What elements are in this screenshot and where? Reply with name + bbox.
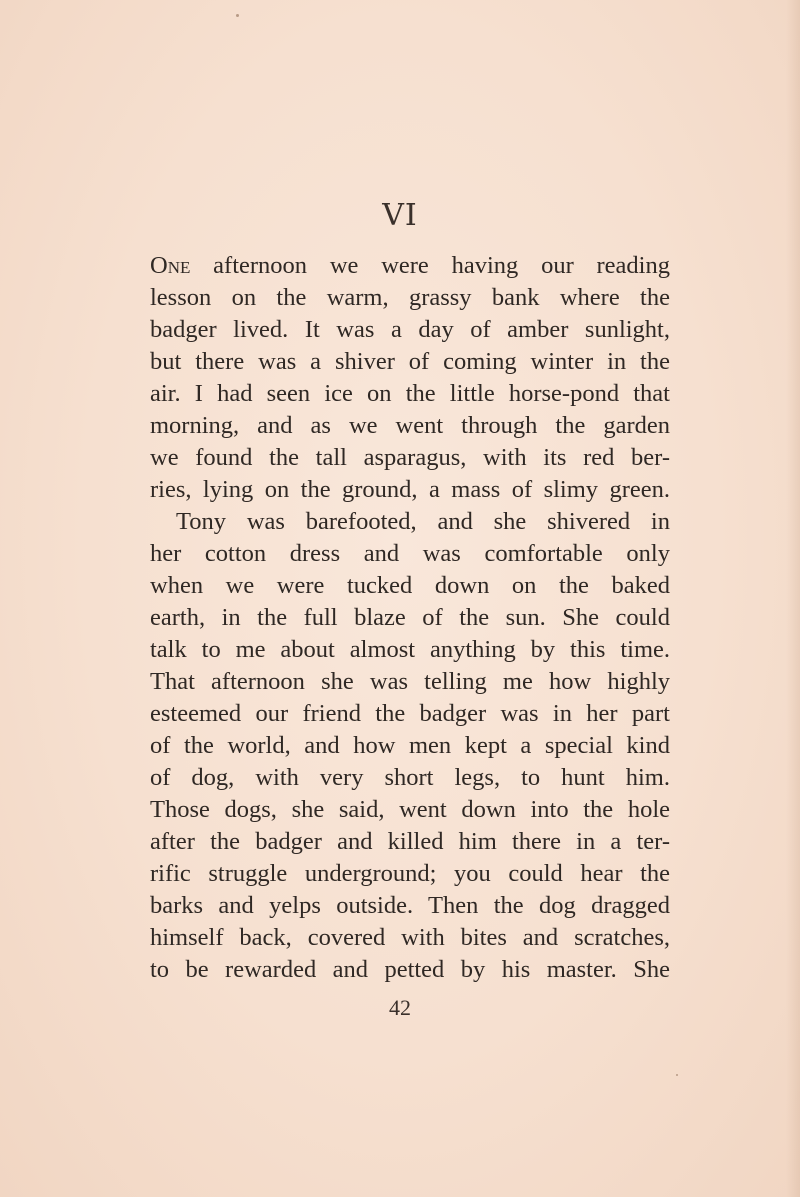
text-line: lesson on the warm, grassy bank where the	[150, 284, 670, 311]
text-line: but there was a shiver of coming winter in the	[150, 348, 670, 375]
text-line: Those dogs, she said, went down into the hole	[150, 796, 670, 823]
paper-speck	[236, 14, 239, 17]
text-line: after the badger and killed him there in a ter-	[150, 828, 670, 855]
text-line: when we were tucked down on the baked	[150, 572, 670, 599]
text-line: That afternoon she was telling me how highly	[150, 668, 670, 695]
text-line: ries, lying on the ground, a mass of slimy green.	[150, 476, 670, 503]
text-line: to be rewarded and petted by his master. She	[150, 956, 670, 983]
line-text: afternoon we were having our reading	[190, 252, 670, 279]
text-line: morning, and as we went through the garden	[150, 412, 670, 439]
text-line: of dog, with very short legs, to hunt him.	[150, 764, 670, 791]
text-line: barks and yelps outside. Then the dog dragged	[150, 892, 670, 919]
drop-word: One	[150, 252, 191, 279]
text-line: earth, in the full blaze of the sun. She could	[150, 604, 670, 631]
page-number: 42	[389, 995, 411, 1020]
text-line: air. I had seen ice on the little horse-pond that	[150, 380, 670, 407]
text-line: talk to me about almost anything by this time.	[150, 636, 670, 663]
text-line: Tony was barefooted, and she shivered in	[176, 508, 670, 535]
paper-speck	[676, 1074, 678, 1076]
text-line: rific struggle underground; you could hear the	[150, 860, 670, 887]
text-line: of the world, and how men kept a special kind	[150, 732, 670, 759]
text-line: badger lived. It was a day of amber sunlight,	[150, 316, 670, 343]
chapter-heading: VI	[382, 198, 418, 233]
text-line: her cotton dress and was comfortable only	[150, 540, 670, 567]
text-line: esteemed our friend the badger was in her part	[150, 700, 670, 727]
body-text	[150, 250, 670, 986]
text-line	[150, 250, 670, 282]
text-line: himself back, covered with bites and scratches,	[150, 924, 670, 951]
text-line: we found the tall asparagus, with its red ber-	[150, 444, 670, 471]
